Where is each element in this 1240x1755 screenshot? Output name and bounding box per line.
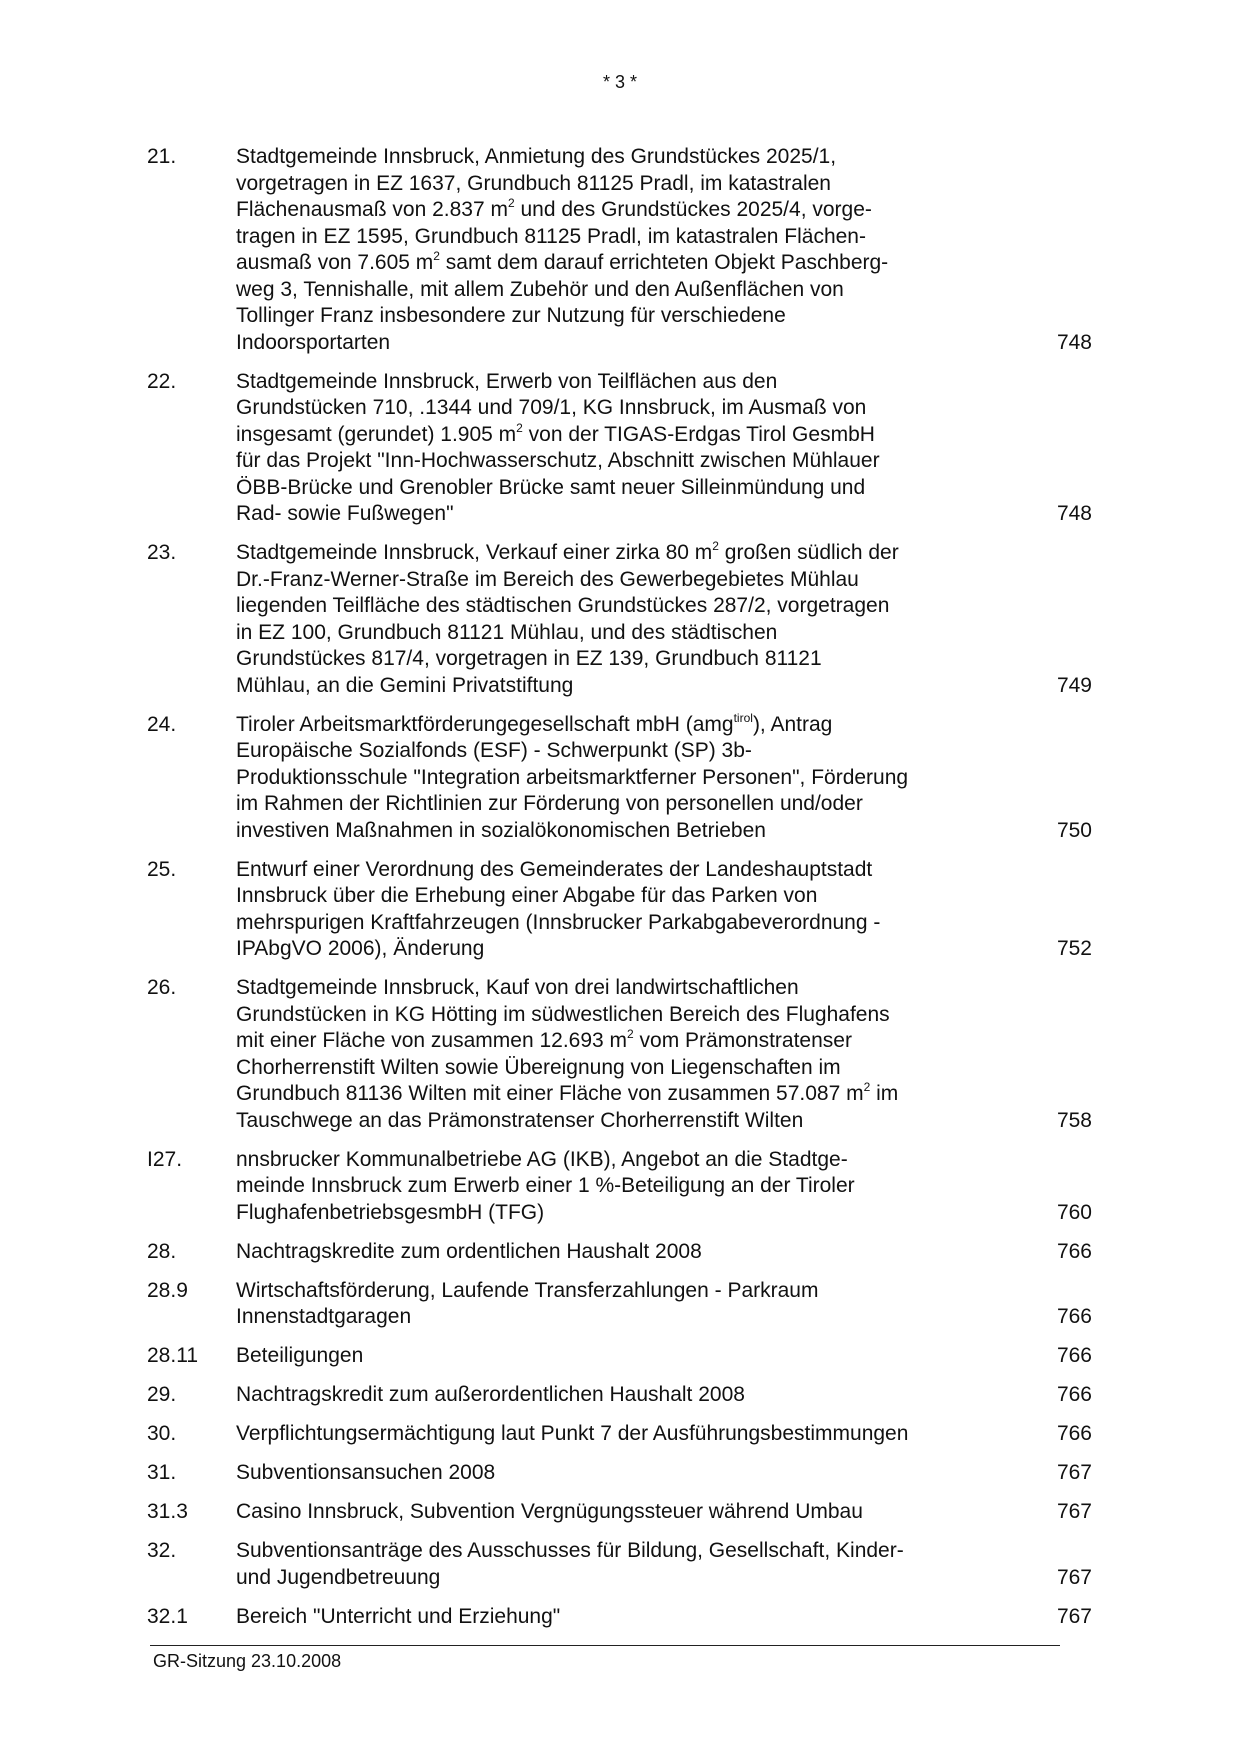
toc-entry [147, 1421, 1092, 1448]
toc-entry-title [236, 369, 1022, 528]
toc-entry-page: 766 [1056, 1305, 1092, 1328]
toc-entry-number: 31.3 [147, 1500, 188, 1523]
toc-entry-line: FlughafenbetriebsgesmbH (TFG) [236, 1200, 545, 1224]
toc-entry-title [236, 540, 1022, 699]
toc-entry-line: Casino Innsbruck, Subvention Vergnügungssteuer während Umbau [236, 1500, 863, 1523]
toc-entry [147, 1499, 1092, 1526]
toc-entry [147, 144, 1092, 356]
toc-entry-title [236, 1460, 1022, 1487]
toc-entry-number: 24. [147, 712, 177, 736]
footer-session-date: GR-Sitzung 23.10.2008 [153, 1651, 342, 1671]
toc-entry-page: 760 [1056, 1200, 1092, 1224]
toc-entry-number: 30. [147, 1422, 177, 1445]
toc-entry-line: Grundstücken in KG Hötting im südwestlichen Bereich des Flughafens [236, 1002, 890, 1026]
toc-entry-line: Grundbuch 81136 Wilten mit einer Fläche von zusammen 57.087 $m^2$ im [236, 1080, 899, 1105]
toc-entry-line: im Rahmen der Richtlinien zur Förderung von personellen und/oder [236, 792, 863, 815]
toc-entry-number: 28. [147, 1239, 177, 1263]
toc-entry [147, 1538, 1092, 1591]
toc-entry-page: 767 [1056, 1565, 1092, 1589]
toc-entry-page: 766 [1056, 1422, 1092, 1445]
toc-entry-line: mehrspurigen Kraftfahrzeugen (Innsbrucker Parkabgabeverordnung - [236, 910, 881, 934]
superscript: 2 [627, 1027, 634, 1041]
toc-entry-line: Innenstadtgaragen [236, 1305, 412, 1328]
toc-entry-line: Bereich "Unterricht und Erziehung" [236, 1604, 561, 1628]
toc-entry-page: 748 [1056, 502, 1092, 525]
toc-entry-line: Tiroler Arbeitsmarktförderungegesellschaft mbH (amg$^{tirol}$), Antrag [236, 710, 833, 736]
toc-entry-page: 750 [1056, 818, 1092, 842]
superscript: 2 [516, 420, 523, 435]
toc-entry-title [236, 712, 1022, 845]
toc-entry-number: 28.9 [147, 1278, 188, 1302]
toc-entry [147, 1382, 1092, 1409]
toc-entry-number: 29. [147, 1383, 177, 1406]
toc-entry-line: Mühlau, an die Gemini Privatstiftung [236, 673, 574, 697]
toc-entry [147, 712, 1092, 845]
toc-entry [147, 1278, 1092, 1331]
toc-entry-page: 758 [1056, 1108, 1092, 1132]
toc-entry [147, 857, 1092, 963]
toc-entry-number: 25. [147, 857, 177, 881]
toc-entry-line: Produktionsschule "Integration arbeitsmarktferner Personen", Förderung [236, 765, 909, 789]
toc-entry-page: 766 [1056, 1239, 1092, 1263]
toc-entry-line: Grundstückes 817/4, vorgetragen in EZ 139, Grundbuch 81121 [236, 647, 822, 670]
toc-entry-line: Verpflichtungsermächtigung laut Punkt 7 der Ausführungsbestimmungen [236, 1422, 909, 1445]
toc-entry-line: Europäische Sozialfonds (ESF) - Schwerpunkt (SP) 3b- [236, 739, 752, 762]
superscript: 2 [863, 1080, 871, 1094]
toc-entry-line: Stadtgemeinde Innsbruck, Kauf von drei landwirtschaftlichen [236, 976, 799, 999]
toc-entry-title [236, 1278, 1022, 1331]
toc-entry-page: 749 [1056, 673, 1092, 697]
toc-entry-title [236, 975, 1022, 1134]
superscript: 2 [712, 539, 719, 553]
table-of-contents [147, 144, 1092, 1643]
toc-entry-title [236, 144, 1022, 356]
toc-entry-number: 32. [147, 1539, 177, 1562]
toc-entry-page: 752 [1056, 937, 1092, 960]
toc-entry-line: Nachtragskredit zum außerordentlichen Haushalt 2008 [236, 1383, 745, 1406]
toc-entry-line: Subventionsansuchen 2008 [236, 1461, 496, 1484]
toc-entry-title [236, 1499, 1022, 1526]
toc-entry-page: 767 [1056, 1461, 1092, 1484]
toc-entry [147, 1147, 1092, 1227]
toc-entry-line: Innsbruck über die Erhebung einer Abgabe für das Parken von [236, 884, 818, 907]
toc-entry-page: 767 [1056, 1604, 1092, 1628]
toc-entry-line: IPAbgVO 2006), Änderung [236, 937, 485, 960]
toc-entry-line: Subventionsanträge des Ausschusses für Bildung, Gesellschaft, Kinder- [236, 1539, 904, 1562]
toc-entry-line: tragen in EZ 1595, Grundbuch 81125 Pradl, im katastralen Flächen- [236, 224, 866, 248]
toc-entry-line: Entwurf einer Verordnung des Gemeinderates der Landeshauptstadt [236, 857, 873, 881]
toc-entry-title [236, 1382, 1022, 1409]
toc-entry-line: Nachtragskredite zum ordentlichen Haushalt 2008 [236, 1239, 702, 1263]
toc-entry-line: insgesamt (gerundet) 1.905 $m^2$ von der TIGAS-Erdgas Tirol GesmbH [236, 420, 875, 446]
toc-entry-page: 766 [1056, 1383, 1092, 1406]
toc-entry-number: I27. [147, 1147, 183, 1171]
toc-entry-line: vorgetragen in EZ 1637, Grundbuch 81125 Pradl, im katastralen [236, 171, 831, 195]
toc-entry-page: 766 [1056, 1344, 1092, 1367]
toc-entry-line: ÖBB-Brücke und Grenobler Brücke samt neuer Silleinmündung und [236, 475, 866, 499]
toc-entry-number: 21. [147, 145, 177, 168]
toc-entry-line: investiven Maßnahmen in sozialökonomischen Betrieben [236, 818, 766, 842]
toc-entry [147, 1460, 1092, 1487]
toc-entry-line: Stadtgemeinde Innsbruck, Erwerb von Teilflächen aus den [236, 369, 778, 393]
toc-entry-line: Flächenausmaß von 2.837 $m^2$ und des Grundstückes 2025/4, vorge- [236, 196, 872, 221]
toc-entry-title [236, 1239, 1022, 1266]
toc-entry-page: 767 [1056, 1500, 1092, 1523]
toc-entry [147, 1239, 1092, 1266]
toc-entry-line: meinde Innsbruck zum Erwerb einer 1 %-Beteiligung an der Tiroler [236, 1174, 855, 1197]
toc-entry-line: weg 3, Tennishalle, mit allem Zubehör und den Außenflächen von [236, 277, 844, 301]
toc-entry-line: Tollinger Franz insbesondere zur Nutzung für verschiedene [236, 304, 786, 327]
toc-entry-line: Grundstücken 710, .1344 und 709/1, KG Innsbruck, im Ausmaß von [236, 396, 867, 419]
toc-entry-line: Dr.-Franz-Werner-Straße im Bereich des Gewerbegebietes Mühlau [236, 567, 859, 591]
toc-entry-line: in EZ 100, Grundbuch 81121 Mühlau, und des städtischen [236, 620, 778, 644]
footer-divider [150, 1645, 1060, 1646]
toc-entry-line: Tauschwege an das Prämonstratenser Chorherrenstift Wilten [236, 1108, 804, 1132]
toc-entry-line: Rad- sowie Fußwegen" [236, 502, 454, 525]
toc-entry-title [236, 1538, 1022, 1591]
toc-entry-line: für das Projekt "Inn-Hochwasserschutz, Abschnitt zwischen Mühlauer [236, 449, 880, 472]
toc-entry [147, 369, 1092, 528]
toc-entry-line: Wirtschaftsförderung, Laufende Transferzahlungen - Parkraum [236, 1278, 819, 1302]
toc-entry [147, 1343, 1092, 1370]
toc-entry-number: 22. [147, 369, 177, 393]
toc-entry-line: und Jugendbetreuung [236, 1565, 441, 1589]
toc-entry-title [236, 1604, 1022, 1631]
toc-entry [147, 1604, 1092, 1631]
toc-entry-page: 748 [1056, 330, 1092, 354]
toc-entry-title [236, 1147, 1022, 1227]
toc-entry-title [236, 1421, 1022, 1448]
toc-entry-line: Stadtgemeinde Innsbruck, Anmietung des Grundstückes 2025/1, [236, 145, 837, 168]
toc-entry-line: Stadtgemeinde Innsbruck, Verkauf einer zirka 80 $m^2$ großen südlich der [236, 539, 899, 564]
toc-entry-number: 32.1 [147, 1604, 188, 1628]
toc-entry-title [236, 857, 1022, 963]
toc-entry-number: 26. [147, 976, 177, 999]
toc-entry [147, 975, 1092, 1134]
toc-entry-number: 23. [147, 541, 177, 564]
toc-entry-line: ausmaß von 7.605 $m^2$ samt dem darauf errichteten Objekt Paschberg- [236, 249, 889, 274]
superscript: 2 [507, 196, 515, 210]
toc-entry-number: 31. [147, 1461, 177, 1484]
toc-entry-title [236, 1343, 1022, 1370]
toc-entry-line: nnsbrucker Kommunalbetriebe AG (IKB), Angebot an die Stadtge- [236, 1147, 848, 1171]
superscript: tirol [733, 710, 753, 725]
superscript: 2 [433, 249, 440, 263]
toc-entry-line: Chorherrenstift Wilten sowie Übereignung von Liegenschaften im [236, 1055, 841, 1079]
toc-entry-line: Indoorsportarten [236, 330, 391, 354]
toc-entry-line: mit einer Fläche von zusammen 12.693 $m^2$ vom Prämonstratenser [236, 1027, 852, 1052]
toc-entry-number: 28.11 [147, 1344, 198, 1367]
toc-entry [147, 540, 1092, 699]
toc-entry-line: Beteiligungen [236, 1344, 364, 1367]
page-number-header: * 3 * [602, 72, 638, 92]
toc-entry-line: liegenden Teilfläche des städtischen Grundstückes 287/2, vorgetragen [236, 594, 890, 617]
